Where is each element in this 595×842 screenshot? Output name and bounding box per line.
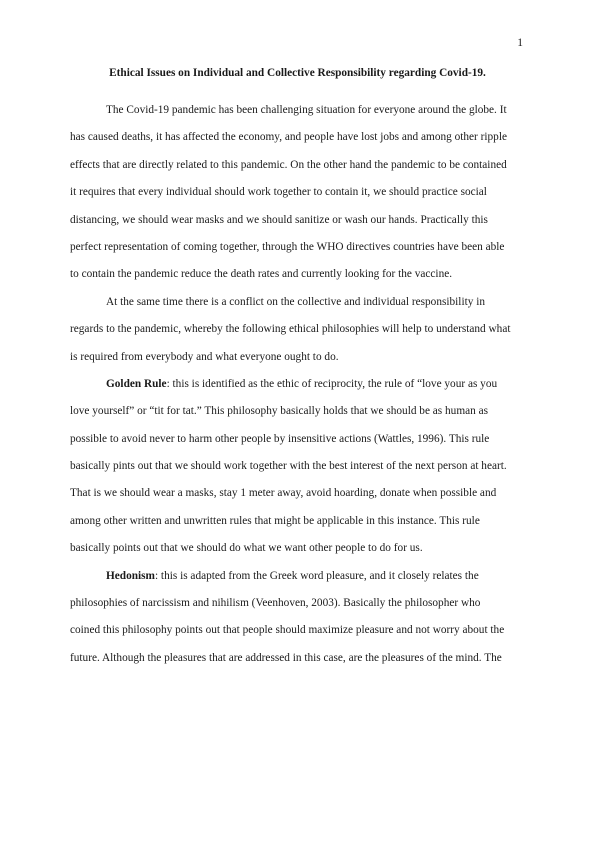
text-line: At the same time there is a conflict on the collective and individual responsibility in — [106, 295, 485, 308]
text-line: The Covid-19 pandemic has been challenging situation for everyone around the globe. It — [106, 104, 507, 116]
golden-rule-term: Golden Rule — [106, 377, 167, 390]
text-line: is required from everybody and what everyone ought to do. — [70, 350, 339, 363]
golden-rule-definition: : this is identified as the ethic of reciprocity, the rule of “love your as you — [166, 377, 498, 390]
text-line: coined this philosophy points out that people should maximize pleasure and not worry about the — [70, 624, 505, 637]
text-line: future. Although the pleasures that are addressed in this case, are the pleasures of the mind. The — [70, 651, 502, 664]
text-line: has caused deaths, it has affected the economy, and people have lost jobs and among other ripple — [70, 131, 507, 144]
text-line — [70, 371, 525, 398]
text-line: philosophies of narcissism and nihilism (Veenhoven, 2003). Basically the philosopher who — [70, 597, 481, 610]
hedonism-term: Hedonism — [106, 569, 155, 582]
document-title: Ethical Issues on Individual and Collective Responsibility regarding Covid-19. — [109, 67, 486, 79]
page-number: 1 — [517, 37, 523, 49]
paragraph-hedonism — [70, 563, 525, 673]
text-line: effects that are directly related to this pandemic. On the other hand the pandemic to be contained — [70, 158, 507, 171]
text-line: basically points out that we should do what we want other people to do for us. — [70, 542, 423, 555]
text-line: perfect representation of coming together, through the WHO directives countries have been able — [70, 240, 505, 253]
text-line: regards to the pandemic, whereby the following ethical philosophies will help to understand what — [70, 323, 511, 336]
paragraph-conflict — [70, 289, 525, 371]
text-line: among other written and unwritten rules that might be applicable in this instance. This rule — [70, 514, 480, 527]
paragraph-intro — [70, 97, 525, 289]
document-body — [70, 66, 525, 672]
text-line: distancing, we should wear masks and we should sanitize or wash our hands. Practically this — [70, 213, 488, 226]
hedonism-definition: : this is adapted from the Greek word pleasure, and it closely relates the — [154, 569, 479, 582]
text-line: to contain the pandemic reduce the death rates and currently looking for the vaccine. — [70, 268, 453, 281]
text-line: basically pints out that we should work together with the best interest of the next person at heart. — [70, 460, 507, 473]
text-line: possible to avoid never to harm other people by insensitive actions (Wattles, 1996). This rule — [70, 432, 490, 445]
text-line — [70, 563, 525, 590]
text-line: love yourself” or “tit for tat.” This philosophy basically holds that we should be as human as — [70, 405, 489, 418]
text-line: That is we should wear a masks, stay 1 meter away, avoid hoarding, donate when possible and — [70, 487, 497, 500]
text-line: it requires that every individual should work together to contain it, we should practice social — [70, 186, 487, 199]
paragraph-golden-rule — [70, 371, 525, 563]
